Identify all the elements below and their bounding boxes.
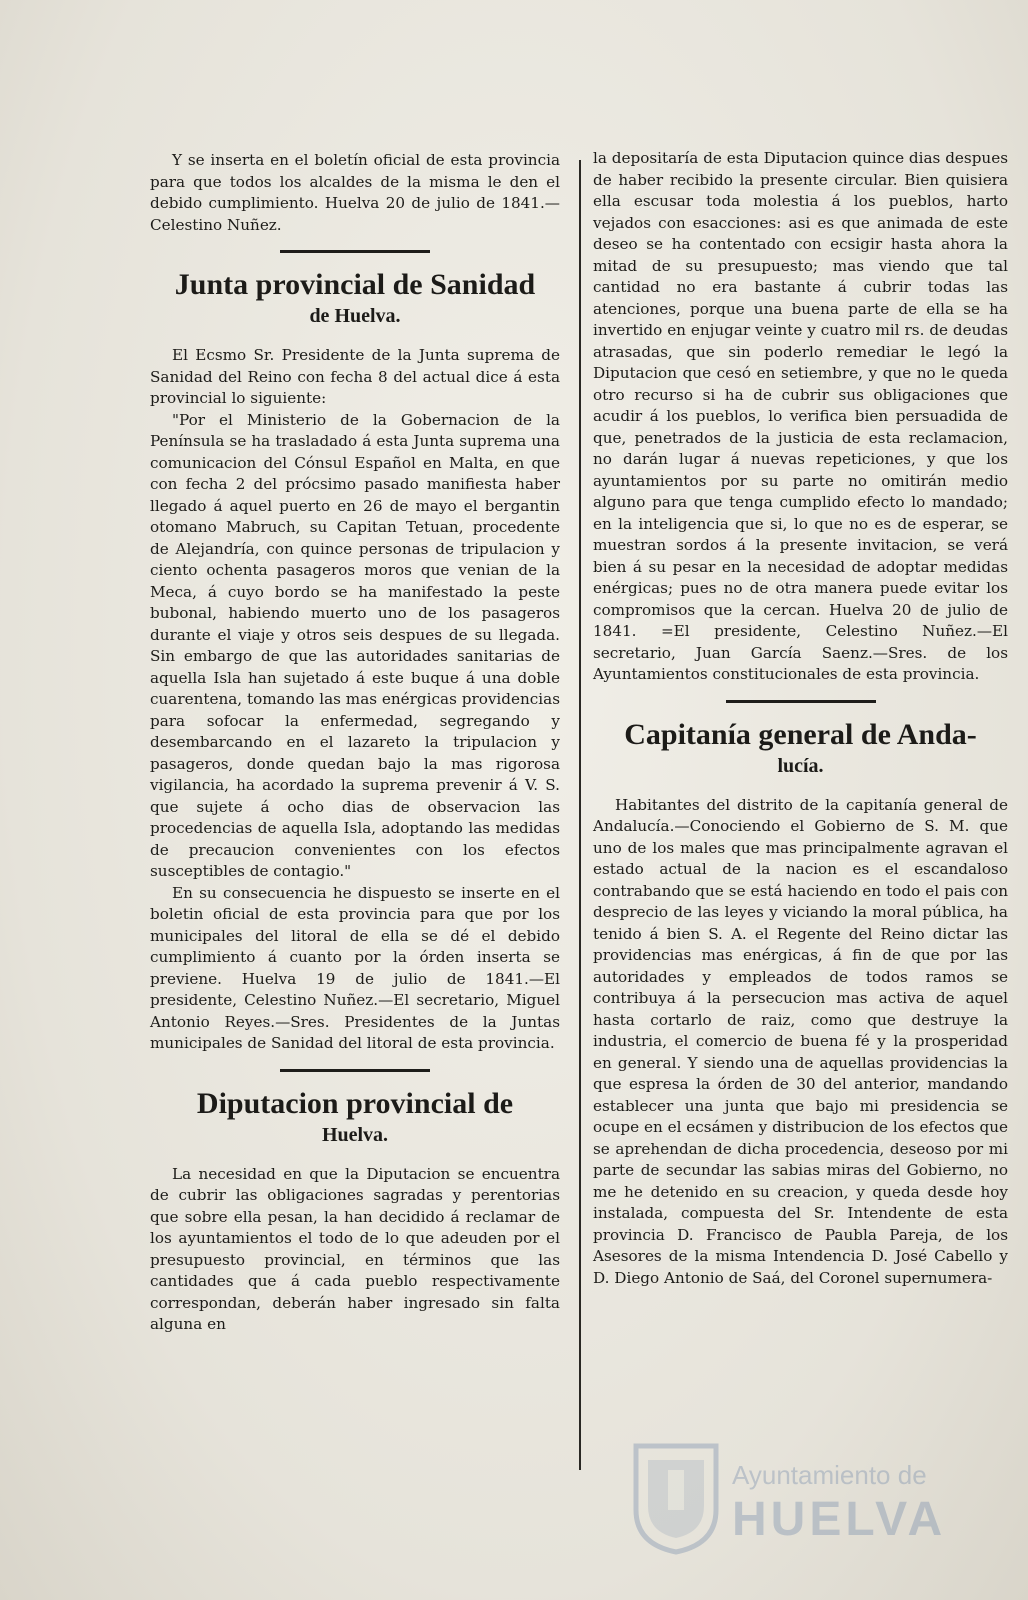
section-divider bbox=[280, 250, 430, 253]
column-divider bbox=[579, 160, 581, 1470]
sanidad-paragraph-3: En su consecuencia he dispuesto se inserte en el boletin oficial de esta provincia para que por los municipales del litoral de ella se dé el debido cumplimiento á cuanto por la órden inserta se previene. Huelva 19 de julio de 1841.—El presidente, Celestino Nuñez.—El secretario, Miguel Antonio Reyes.—Sres. Presidentes de la Juntas municipales de Sanidad del litoral de esta provincia. bbox=[150, 883, 560, 1052]
section-subtitle-capitania: lucía. bbox=[777, 754, 824, 777]
watermark-line-2: HUELVA bbox=[732, 1493, 947, 1546]
section-title-sanidad: Junta provincial de Sanidad bbox=[174, 268, 536, 301]
intro-paragraph: Y se inserta en el boletín oficial de esta provincia para que todos los alcaldes de la misma le den el debido cumplimiento. Huelva 20 de julio de 1841.—Celestino Nuñez. bbox=[150, 151, 560, 234]
diputacion-continuation: la depositaría de esta Diputacion quince dias despues de haber recibido la presente circular. Bien quisiera ella escusar toda molestia á los pueblos, harto vejados con esacciones: asi es que animada de este deseo se ha contentado con ecsigir hasta ahora la mitad de su presupuesto; mas viendo que tal cantidad no era bastante á cubrir todas las atenciones, porque una buena parte de ella se ha invertido en enjugar veinte y cuatro mil rs. de deudas atrasadas, que sin poderlo remediar le legó la Diputacion que cesó en setiembre, y que no le queda otro recurso si ha de cubrir sus obligaciones que acudir á los pueblos, lo verifica bien persuadida de que, penetrados de la justicia de esta reclamacion, no darán lugar á nuevas repeticiones, y que los ayuntamientos por su parte no omitirán medio alguno para que tenga cumplido efecto lo mandado; en la inteligencia que si, lo que no es de esperar, se muestran sordos á la presente invitacion, se verá bien á su pesar en la necesidad de adoptar medidas enérgicas; pues no de otra manera puede evitar los compromisos que la cercan. Huelva 20 de julio de 1841. =El presidente, Celestino Nuñez.—El secretario, Juan García Saenz.—Sres. de los Ayuntamientos constitucionales de esta provincia. bbox=[593, 149, 1008, 683]
section-subtitle-sanidad: de Huelva. bbox=[309, 305, 401, 327]
sanidad-paragraph-1: El Ecsmo Sr. Presidente de la Junta suprema de Sanidad del Reino con fecha 8 del actual dice á esta provincial lo siguiente: bbox=[150, 346, 560, 407]
left-column bbox=[150, 150, 560, 1336]
coat-of-arms-icon bbox=[630, 1440, 722, 1556]
section-title-capitania: Capitanía general de Anda- bbox=[624, 717, 977, 751]
section-subtitle-diputacion: Huelva. bbox=[321, 1123, 389, 1146]
section-title-diputacion: Diputacion provincial de bbox=[196, 1086, 514, 1120]
diputacion-paragraph-1: La necesidad en que la Diputacion se encuentra de cubrir las obligaciones sagradas y perentorias que sobre ella pesan, la han decidido á reclamar de los ayuntamientos el todo de lo que adeuden por el presupuesto provincial, en términos que las cantidades que á cada pueblo respectivamente correspondan, deberán haber ingresado sin falta alguna en bbox=[150, 1164, 560, 1333]
capitania-paragraph-1: Habitantes del distrito de la capitanía general de Andalucía.—Conociendo el Gobierno de S. M. que uno de los males que mas principalmente agravan el estado actual de la nacion es el escandaloso contrabando que se está haciendo en todo el pais con desprecio de las leyes y viciando la moral pública, ha tenido á bien S. A. el Regente del Reino dictar las providencias mas enérgicas, á fin de que por las autoridades y empleados de todos ramos se contribuya á la persecucion mas activa de aquel hasta cortarlo de raiz, como que destruye la industria, el comercio de buena fé y la prosperidad en general. Y siendo una de aquellas providencias la que espresa la órden de 30 del anterior, mandando establecer una junta que bajo mi presidencia se ocupe en el ecsámen y distribucion de los efectos que se aprehendan de dicha procedencia, deseoso por mi parte de secundar las sabias miras del Gobierno, no me he detenido en su creacion, y queda desde hoy instalada, compuesta del Sr. Intendente de esta provincia D. Francisco de Paubla Pareja, de los Asesores de la misma Intendencia D. José Cabello y D. Diego Antonio de Saá, del Coronel supernumera- bbox=[593, 795, 1008, 1287]
right-column bbox=[593, 148, 1008, 1289]
section-divider bbox=[280, 1069, 430, 1072]
section-divider bbox=[726, 700, 876, 703]
sanidad-paragraph-2: "Por el Ministerio de la Gobernacion de la Península se ha trasladado á esta Junta suprema una comunicacion del Cónsul Español en Malta, en que con fecha 2 del prócsimo pasado manifiesta haber llegado á aquel puerto en 26 de mayo el bergantin otomano Mabruch, su Capitan Tetuan, procedente de Alejandría, con quince personas de tripulacion y ciento ochenta pasageros moros que venian de la Meca, á cuyo bordo se ha manifestado la peste bubonal, habiendo muerto uno de los pasageros durante el viaje y otros seis despues de su llegada. Sin embargo de que las autoridades sanitarias de aquella Isla han sujetado á este buque á una doble cuarentena, tomando las mas enérgicas providencias para sofocar la enfermedad, segregando y desembarcando en el lazareto la tripulacion y pasageros, donde quedan bajo la mas rigorosa vigilancia, ha acordado la suprema prevenir á V. S. que sujete á ocho dias de observacion las procedencias de aquella Isla, adoptando las medidas de precaucion convenientes con los efectos susceptibles de contagio." bbox=[150, 410, 560, 880]
archive-watermark bbox=[620, 1440, 980, 1560]
watermark-line-1: Ayuntamiento de bbox=[732, 1460, 927, 1490]
